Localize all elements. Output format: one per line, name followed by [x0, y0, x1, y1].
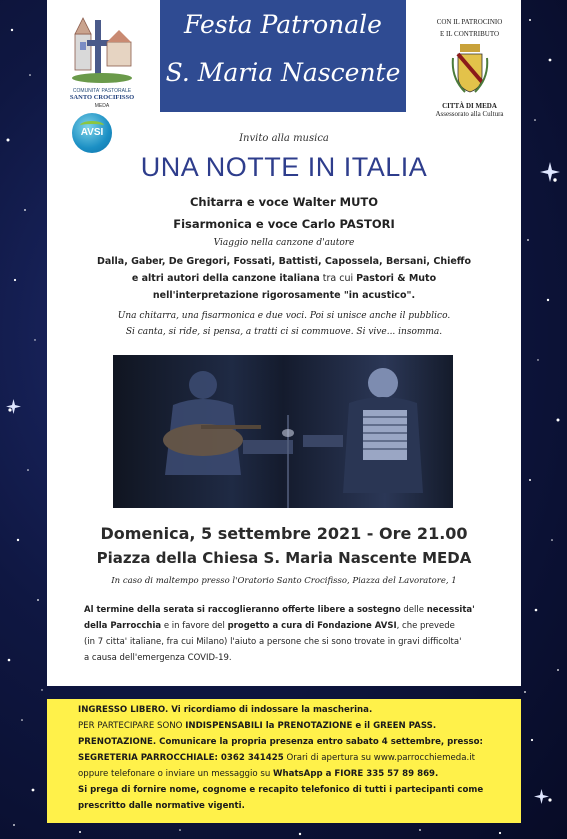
event-place: Piazza della Chiesa S. Maria Nascente MEDA — [96, 549, 472, 567]
info-names-request: Si prega di fornire nome, cognome e recapito telefonico di tutti i partecipanti come — [78, 785, 484, 795]
closing-paragraph — [84, 602, 504, 666]
patronage-block — [422, 16, 517, 118]
parish-logo — [67, 12, 137, 107]
parish-caption-name: SANTO CROCIFISSO — [69, 94, 135, 101]
musicians-photo — [113, 355, 453, 508]
event-tagline — [47, 308, 521, 340]
closing-line3: (in 7 citta' italiane, fra cui Milano) l'aiuto a persone che si sono trovate in gravi difficolta' — [84, 637, 462, 647]
info-regulation: prescritto dalle normative vigenti. — [78, 801, 245, 811]
festival-title-line1: Festa Patronale — [184, 10, 382, 39]
musicians-photo-image — [113, 355, 453, 508]
event-title: UNA NOTTE IN ITALIA — [140, 152, 428, 182]
invitation-label: Invito alla musica — [239, 133, 329, 144]
patronage-line2: E IL CONTRIBUTO — [439, 30, 500, 38]
closing-line1: Al termine della serata si raccoglieranno offerte libere a sostegno delle necessita' — [84, 605, 475, 615]
tagline-line2: Si canta, si ride, si pensa, a tratti ci si commuove. Si vive... insomma. — [125, 327, 443, 337]
church-logo-icon — [67, 12, 137, 87]
city-crest-icon — [451, 44, 489, 98]
desc-line3: nell'interpretazione rigorosamente "in acustico". — [152, 290, 416, 301]
closing-line4: a causa dell'emergenza COVID-19. — [84, 653, 232, 663]
parish-caption-top: COMUNITA' PASTORALE — [72, 88, 132, 94]
event-date: Domenica, 5 settembre 2021 - Ore 21.00 — [100, 524, 468, 543]
info-whatsapp: oppure telefonare o inviare un messaggio su WhatsApp a FIORE 335 57 89 869. — [78, 769, 439, 779]
tagline-line1: Una chitarra, una fisarmonica e due voci. Poi si unisce anche il pubblico. — [117, 311, 451, 321]
performer-guitar: Chitarra e voce Walter MUTO — [189, 195, 379, 209]
festival-title-line2: S. Maria Nascente — [165, 58, 401, 87]
city-name: CITTÀ DI MEDA — [442, 102, 497, 110]
info-box — [47, 699, 521, 823]
closing-line2: della Parrocchia e in favore del progetto a cura di Fondazione AVSI, che prevede — [84, 621, 455, 631]
title-banner — [160, 0, 406, 112]
info-entry: INGRESSO LIBERO. Vi ricordiamo di indossare la mascherina. — [78, 705, 373, 715]
info-participation: PER PARTECIPARE SONO INDISPENSABILI la PRENOTAZIONE e il GREEN PASS. — [78, 721, 437, 731]
performer-accordion: Fisarmonica e voce Carlo PASTORI — [173, 217, 395, 231]
parish-caption-city: MEDA — [94, 103, 110, 109]
desc-line2: e altri autori della canzone italiana tra cui Pastori & Muto — [131, 273, 437, 284]
info-booking: PRENOTAZIONE. Comunicare la propria presenza entro sabato 4 settembre, presso: — [78, 737, 483, 747]
event-subtitle: Viaggio nella canzone d'autore — [213, 238, 355, 248]
bad-weather-note: In caso di maltempo presso l'Oratorio Santo Crocifisso, Piazza del Lavoratore, 1 — [111, 576, 457, 586]
city-department: Assessorato alla Cultura — [435, 110, 504, 118]
poster-card — [47, 0, 521, 686]
info-office: SEGRETERIA PARROCCHIALE: 0362 341425 Orari di apertura su www.parrocchiemeda.it — [78, 753, 475, 763]
desc-line1: Dalla, Gaber, De Gregori, Fossati, Battisti, Capossela, Bersani, Chieffo — [96, 256, 472, 267]
patronage-line1: CON IL PATROCINIO — [436, 18, 503, 26]
event-description — [47, 253, 521, 304]
avsi-logo-text: AVSI — [80, 127, 104, 138]
